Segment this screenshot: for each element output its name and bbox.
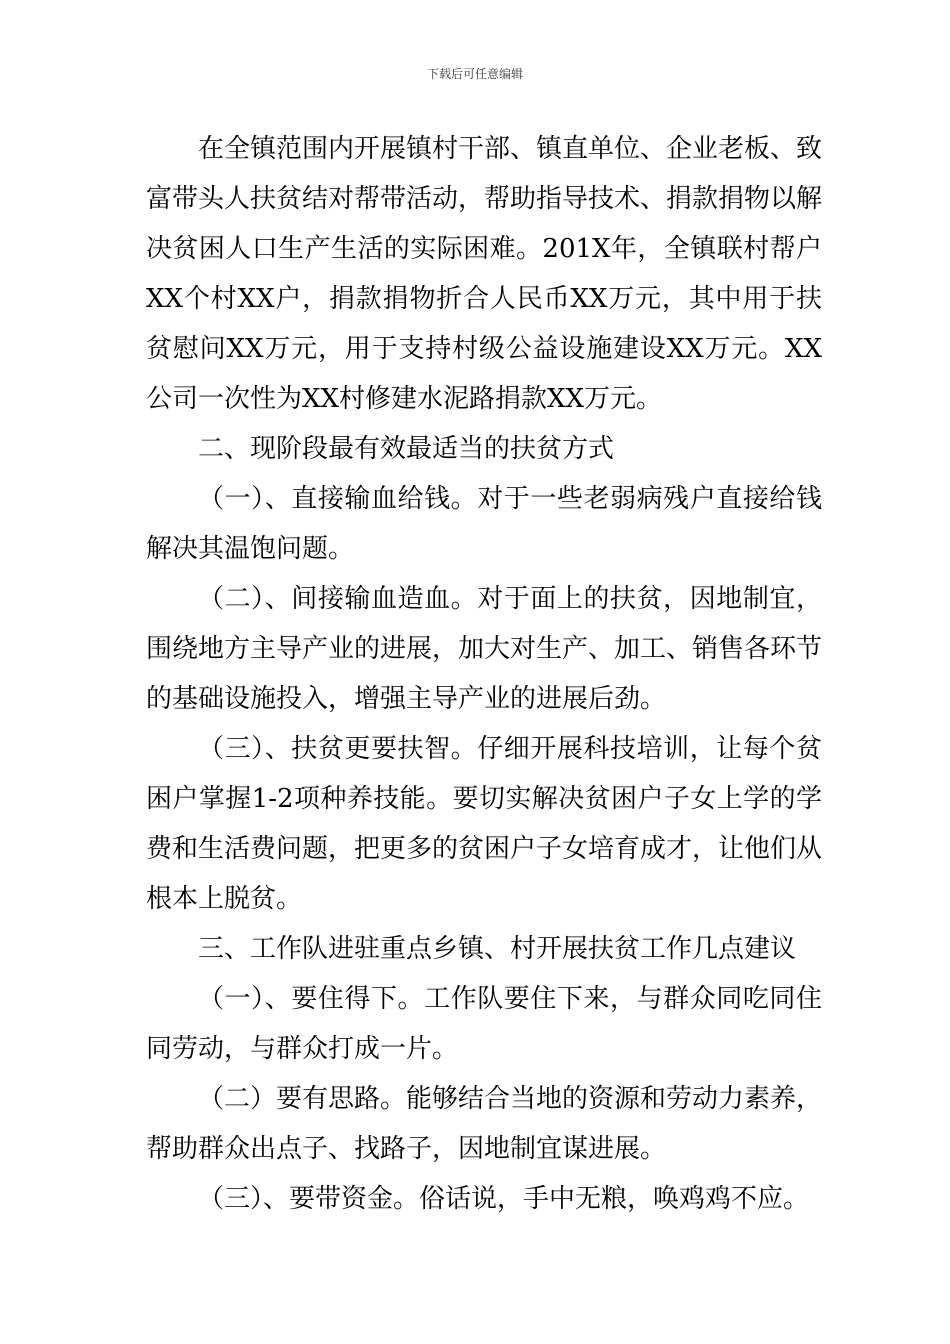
document-body <box>146 124 822 1224</box>
header-note: 下载后可任意编辑 <box>426 67 523 81</box>
paragraph-have-ideas: （二）要有思路。能够结合当地的资源和劳动力素养，帮助群众出点子、找路子，因地制宜谋进展。 <box>146 1084 823 1164</box>
paragraph-direct-transfusion: （一）、直接输血给钱。对于一些老弱病残户直接给钱解决其温饱问题。 <box>146 484 822 564</box>
section-heading-2: 二、现阶段最有效最适当的扶贫方式 <box>198 434 615 464</box>
paragraph-live-locally: （一）、要住得下。工作队要住下来，与群众同吃同住同劳动，与群众打成一片。 <box>146 984 822 1064</box>
paragraph-support-wisdom: （三）、扶贫更要扶智。仔细开展科技培训，让每个贫困户掌握1-2项种养技能。要切实解决贫困户子女上学的学费和生活费问题，把更多的贫困户子女培育成才，让他们从根本上脱贫。 <box>146 734 823 914</box>
paragraph-indirect-transfusion: （二）、间接输血造血。对于面上的扶贫，因地制宜，围绕地方主导产业的进展，加大对生产、加工、销售各环节的基础设施投入，增强主导产业的进展后劲。 <box>146 584 823 714</box>
paragraph-bring-funds: （三）、要带资金。俗话说，手中无粮，唤鸡鸡不应。 <box>198 1184 810 1214</box>
paragraph-pairing-activities: 在全镇范围内开展镇村干部、镇直单位、企业老板、致富带头人扶贫结对帮带活动，帮助指导技术、捐款捐物以解决贫困人口生产生活的实际困难。201X年，全镇联村帮户XX个村XX户，捐款捐物折合人民币XX万元，其中用于扶贫慰问XX万元，用于支持村级公益设施建设XX万元。XX公司一次性为XX村修建水泥路捐款XX万元。 <box>146 134 823 414</box>
section-heading-3: 三、工作队进驻重点乡镇、村开展扶贫工作几点建议 <box>198 934 797 964</box>
